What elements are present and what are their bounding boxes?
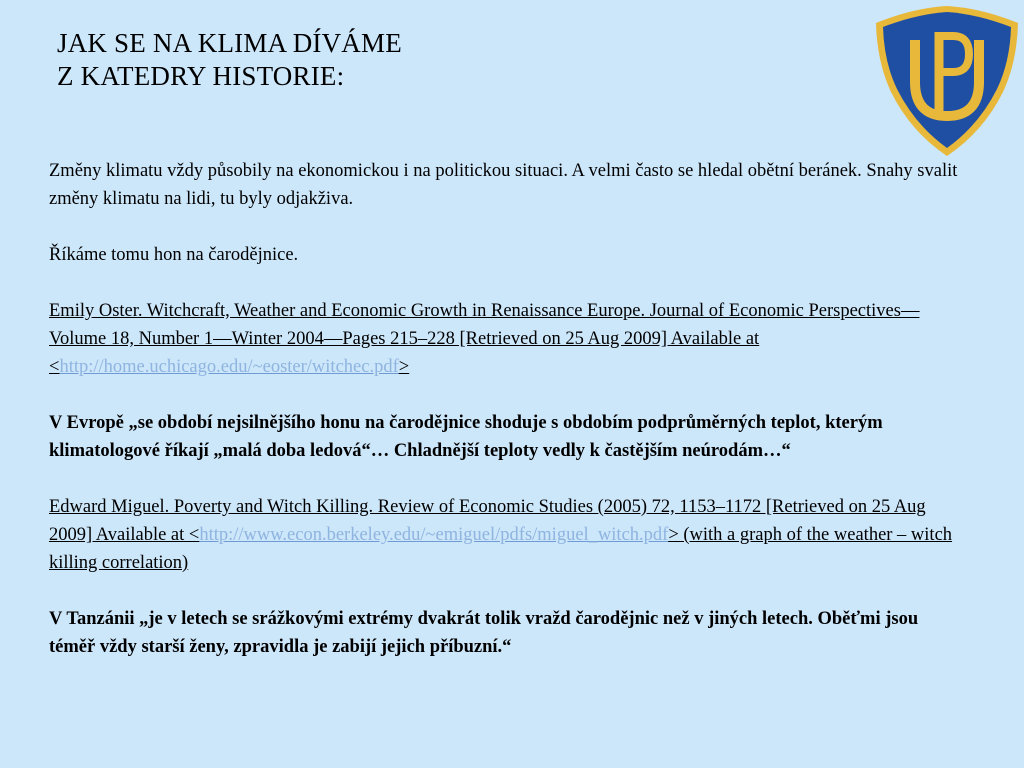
paragraph-witch-hunt: Říkáme tomu hon na čarodějnice. [49, 245, 299, 265]
quote-tanzania: V Tanzánii „je v letech se srážkovými extrémy dvakrát tolik vražd čarodějnic než v jiných letech. Oběťmi jsou téměř vždy starší ženy, zpravidla je zabijí jejich příbuzní.“ [49, 609, 919, 657]
reference-miguel-link[interactable]: http://www.econ.berkeley.edu/~emiguel/pdfs/miguel_witch.pdf [199, 525, 669, 545]
title-colon: : [336, 61, 345, 91]
title-line-1: JAK SE NA KLIMA DÍVÁME [57, 28, 402, 58]
reference-oster [49, 297, 964, 381]
slide-title [57, 27, 402, 93]
reference-miguel [49, 493, 964, 577]
quote-europe: V Evropě „se období nejsilnějšího honu na čarodějnice shoduje s obdobím podprůměrných teplot, kterým klimatologové říkají „malá doba ledová“… Chladnější teploty vedly k častějším neúrodám…“ [49, 413, 883, 461]
university-crest-icon [873, 4, 1021, 159]
title-line-2-text: Z KATEDRY HISTORIE [57, 61, 337, 91]
title-line-2 [57, 60, 402, 93]
reference-oster-link[interactable]: http://home.uchicago.edu/~eoster/witchec.pdf [59, 357, 399, 377]
paragraph-climate-intro: Změny klimatu vždy působily na ekonomickou i na politickou situaci. A velmi často se hledal obětní beránek. Snahy svalit změny klimatu na lidi, tu byly odjakživa. [49, 161, 958, 209]
reference-miguel-suffix: > (with a graph of the weather – witch killing correlation) [49, 525, 953, 573]
reference-miguel-text: Edward Miguel. Poverty and Witch Killing. Review of Economic Studies (2005) 72, 1153–1172 [Retrieved on 25 Aug 2009] Available at < [49, 497, 926, 545]
slide-body [49, 157, 964, 661]
reference-oster-text: Emily Oster. Witchcraft, Weather and Economic Growth in Renaissance Europe. Journal of Economic Perspectives—Volume 18, Number 1—Winter 2004—Pages 215–228 [Retrieved on 25 Aug 2009] Available at < [49, 301, 920, 377]
reference-oster-suffix: > [398, 357, 410, 377]
